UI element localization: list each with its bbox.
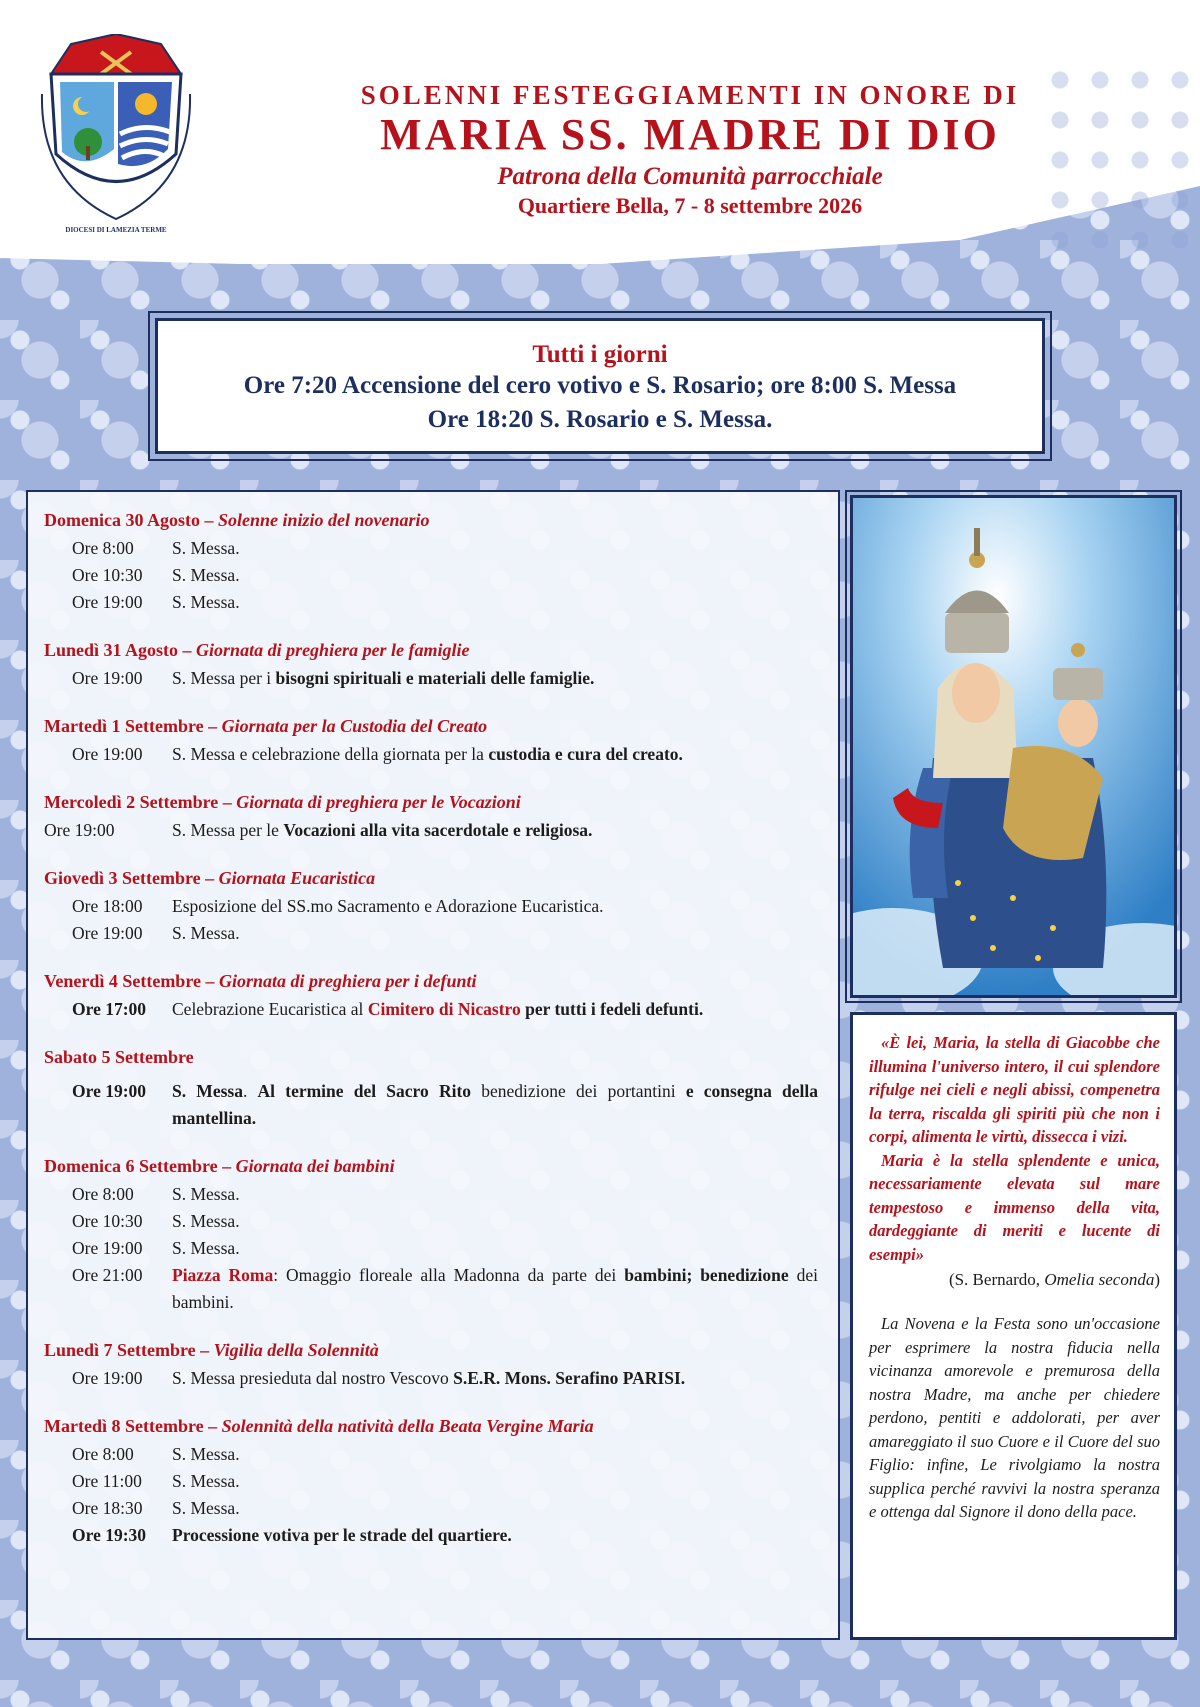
schedule-row: Ore 19:00 S. Messa per i bisogni spirituali e materiali delle famiglie.	[72, 668, 595, 688]
schedule-row: Ore 10:30 S. Messa.	[72, 1211, 240, 1231]
schedule-row: Ore 10:30 S. Messa.	[72, 565, 240, 585]
header-titles	[230, 80, 1150, 219]
day-theme: Giornata di preghiera per i defunti	[218, 971, 477, 991]
day-theme: Giornata di preghiera per le Vocazioni	[236, 792, 521, 812]
daily-line-2: Ore 18:20 S. Rosario e S. Messa.	[427, 406, 773, 433]
schedule-row: Ore 18:30 S. Messa.	[72, 1498, 240, 1518]
schedule-row: Ore 8:00 S. Messa.	[72, 1184, 240, 1204]
parish-coat-of-arms	[36, 34, 196, 244]
madonna-statue-image	[850, 495, 1177, 998]
day-theme: Giornata dei bambini	[235, 1156, 395, 1176]
day-block: Domenica 30 Agosto – Solenne inizio del novenario Ore 8:00 S. Messa. Ore 10:30 S. Messa. Ore 19:00 S. Messa.	[44, 510, 818, 616]
schedule-row: Ore 19:00 S. Messa.	[72, 1238, 240, 1258]
daily-schedule-box	[155, 318, 1045, 454]
schedule-row: Ore 18:00 Esposizione del SS.mo Sacramento e Adorazione Eucaristica.	[72, 896, 604, 916]
schedule-row: Ore 8:00 S. Messa.	[72, 1444, 240, 1464]
daily-line-1: Ore 7:20 Accensione del cero votivo e S. Rosario; ore 8:00 S. Messa	[243, 372, 957, 399]
event-date: Quartiere Bella, 7 - 8 settembre 2026	[517, 193, 863, 218]
day-date: Martedì 1 Settembre	[44, 716, 204, 736]
pretitle: SOLENNI FESTEGGIAMENTI IN ONORE DI	[360, 80, 1020, 110]
day-theme: Giornata di preghiera per le famiglie	[196, 640, 470, 660]
day-date: Domenica 6 Settembre	[44, 1156, 218, 1176]
schedule-row: Ore 8:00 S. Messa.	[72, 538, 240, 558]
day-date: Martedì 8 Settembre	[44, 1416, 204, 1436]
day-date: Lunedì 7 Settembre	[44, 1340, 196, 1360]
day-block: Lunedì 31 Agosto – Giornata di preghiera per le famiglie Ore 19:00 S. Messa per i bisogni spirituali e materiali delle famiglie.	[44, 640, 818, 692]
schedule-row: Ore 19:00 S. Messa. Al termine del Sacro Rito benedizione dei portantini e consegna della mantellina.	[72, 1081, 819, 1128]
schedule-row: Ore 19:00 S. Messa e celebrazione della giornata per la custodia e cura del creato.	[72, 744, 683, 764]
subtitle: Patrona della Comunità parrocchiale	[497, 163, 883, 190]
day-theme: Solenne inizio del novenario	[218, 510, 430, 530]
schedule-row: Ore 19:00 S. Messa.	[72, 923, 240, 943]
day-theme: Giornata Eucaristica	[218, 868, 376, 888]
svg-text:DIOCESI DI LAMEZIA TERME: DIOCESI DI LAMEZIA TERME	[65, 226, 167, 234]
schedule-row: Ore 11:00 S. Messa.	[72, 1471, 240, 1491]
quote-citation: (S. Bernardo, Omelia seconda)	[948, 1270, 1160, 1289]
day-date: Domenica 30 Agosto	[44, 510, 200, 530]
day-block: Martedì 1 Settembre – Giornata per la Custodia del Creato Ore 19:00 S. Messa e celebrazione della giornata per la custodia e cura del creato.	[44, 716, 818, 768]
madonna-illustration	[853, 498, 1174, 995]
day-block: Mercoledì 2 Settembre – Giornata di preghiera per le Vocazioni Ore 19:00 S. Messa per le Vocazioni alla vita sacerdotale e religiosa.	[44, 792, 818, 844]
day-date: Giovedì 3 Settembre	[44, 868, 201, 888]
day-date: Venerdì 4 Settembre	[44, 971, 201, 991]
daily-title: Tutti i giorni	[532, 341, 668, 368]
schedule-row: Ore 17:00 Celebrazione Eucaristica al Cimitero di Nicastro per tutti i fedeli defunti.	[72, 999, 704, 1019]
day-block: Lunedì 7 Settembre – Vigilia della Solennità Ore 19:00 S. Messa presieduta dal nostro Vescovo S.E.R. Mons. Serafino PARISI.	[44, 1340, 818, 1392]
quote-panel	[850, 1012, 1177, 1640]
day-theme: Solennità della natività della Beata Vergine Maria	[221, 1416, 594, 1436]
main-title: MARIA SS. MADRE DI DIO	[380, 110, 1000, 159]
day-block: Domenica 6 Settembre – Giornata dei bambini Ore 8:00 S. Messa. Ore 10:30 S. Messa. Ore 19:00 S. Messa. Ore 21:00 Piazza Roma: Omaggio floreale alla Madonna da parte dei bambini; benedizione dei bambini.	[44, 1156, 818, 1316]
day-date: Sabato 5 Settembre	[44, 1047, 194, 1067]
schedule-row: Ore 21:00 Piazza Roma: Omaggio floreale alla Madonna da parte dei bambini; benedizione dei bambini.	[72, 1265, 818, 1312]
schedule-row: Ore 19:00 S. Messa.	[72, 592, 240, 612]
schedule-row: Ore 19:00 S. Messa presieduta dal nostro Vescovo S.E.R. Mons. Serafino PARISI.	[72, 1368, 686, 1388]
day-date: Mercoledì 2 Settembre	[44, 792, 219, 812]
day-date: Lunedì 31 Agosto	[44, 640, 179, 660]
day-theme: Vigilia della Solennità	[213, 1340, 379, 1360]
quote-paragraph-1: «È lei, Maria, la stella di Giacobbe che illumina l'universo intero, il cui splendore rifulge nei cieli e negli abissi, compenetra la terra, riscalda gli spiriti più che non i corpi, alimenta le virtù, dissecca i vizi.	[869, 1033, 1160, 1146]
day-block: Venerdì 4 Settembre – Giornata di preghiera per i defunti Ore 17:00 Celebrazione Eucaristica al Cimitero di Nicastro per tutti i fedeli defunti.	[44, 971, 818, 1023]
novena-paragraph: La Novena e la Festa sono un'occasione per esprimere la nostra fiducia nella vicinanza amorevole e premurosa della nostra Madre, ma anche per chiedere perdono, pentiti e addolorati, per aver amareggiato il suo Cuore e il Cuore del suo Figlio: infine, Le rivolgiamo la nostra supplica perché ravvivi la nostra speranza e ottenga dal Signore il dono della pace.	[869, 1314, 1160, 1521]
quote-paragraph-2: Maria è la stella splendente e unica, necessariamente elevata sul mare tempestoso e immenso della vita, dardeggiante di meriti e lucente di esempi»	[869, 1150, 1160, 1264]
day-block	[44, 1047, 818, 1132]
day-block: Martedì 8 Settembre – Solennità della natività della Beata Vergine Maria Ore 8:00 S. Messa. Ore 11:00 S. Messa. Ore 18:30 S. Messa. Ore 19:30 Processione votiva per le strade del quartiere.	[44, 1416, 818, 1549]
novena-schedule	[26, 490, 840, 1640]
schedule-row: Ore 19:00 S. Messa per le Vocazioni alla vita sacerdotale e religiosa.	[44, 820, 593, 840]
day-theme: Giornata per la Custodia del Creato	[221, 716, 488, 736]
schedule-row: Ore 19:30 Processione votiva per le strade del quartiere.	[72, 1525, 512, 1545]
day-block: Giovedì 3 Settembre – Giornata Eucaristica Ore 18:00 Esposizione del SS.mo Sacramento e Adorazione Eucaristica. Ore 19:00 S. Messa.	[44, 868, 818, 947]
